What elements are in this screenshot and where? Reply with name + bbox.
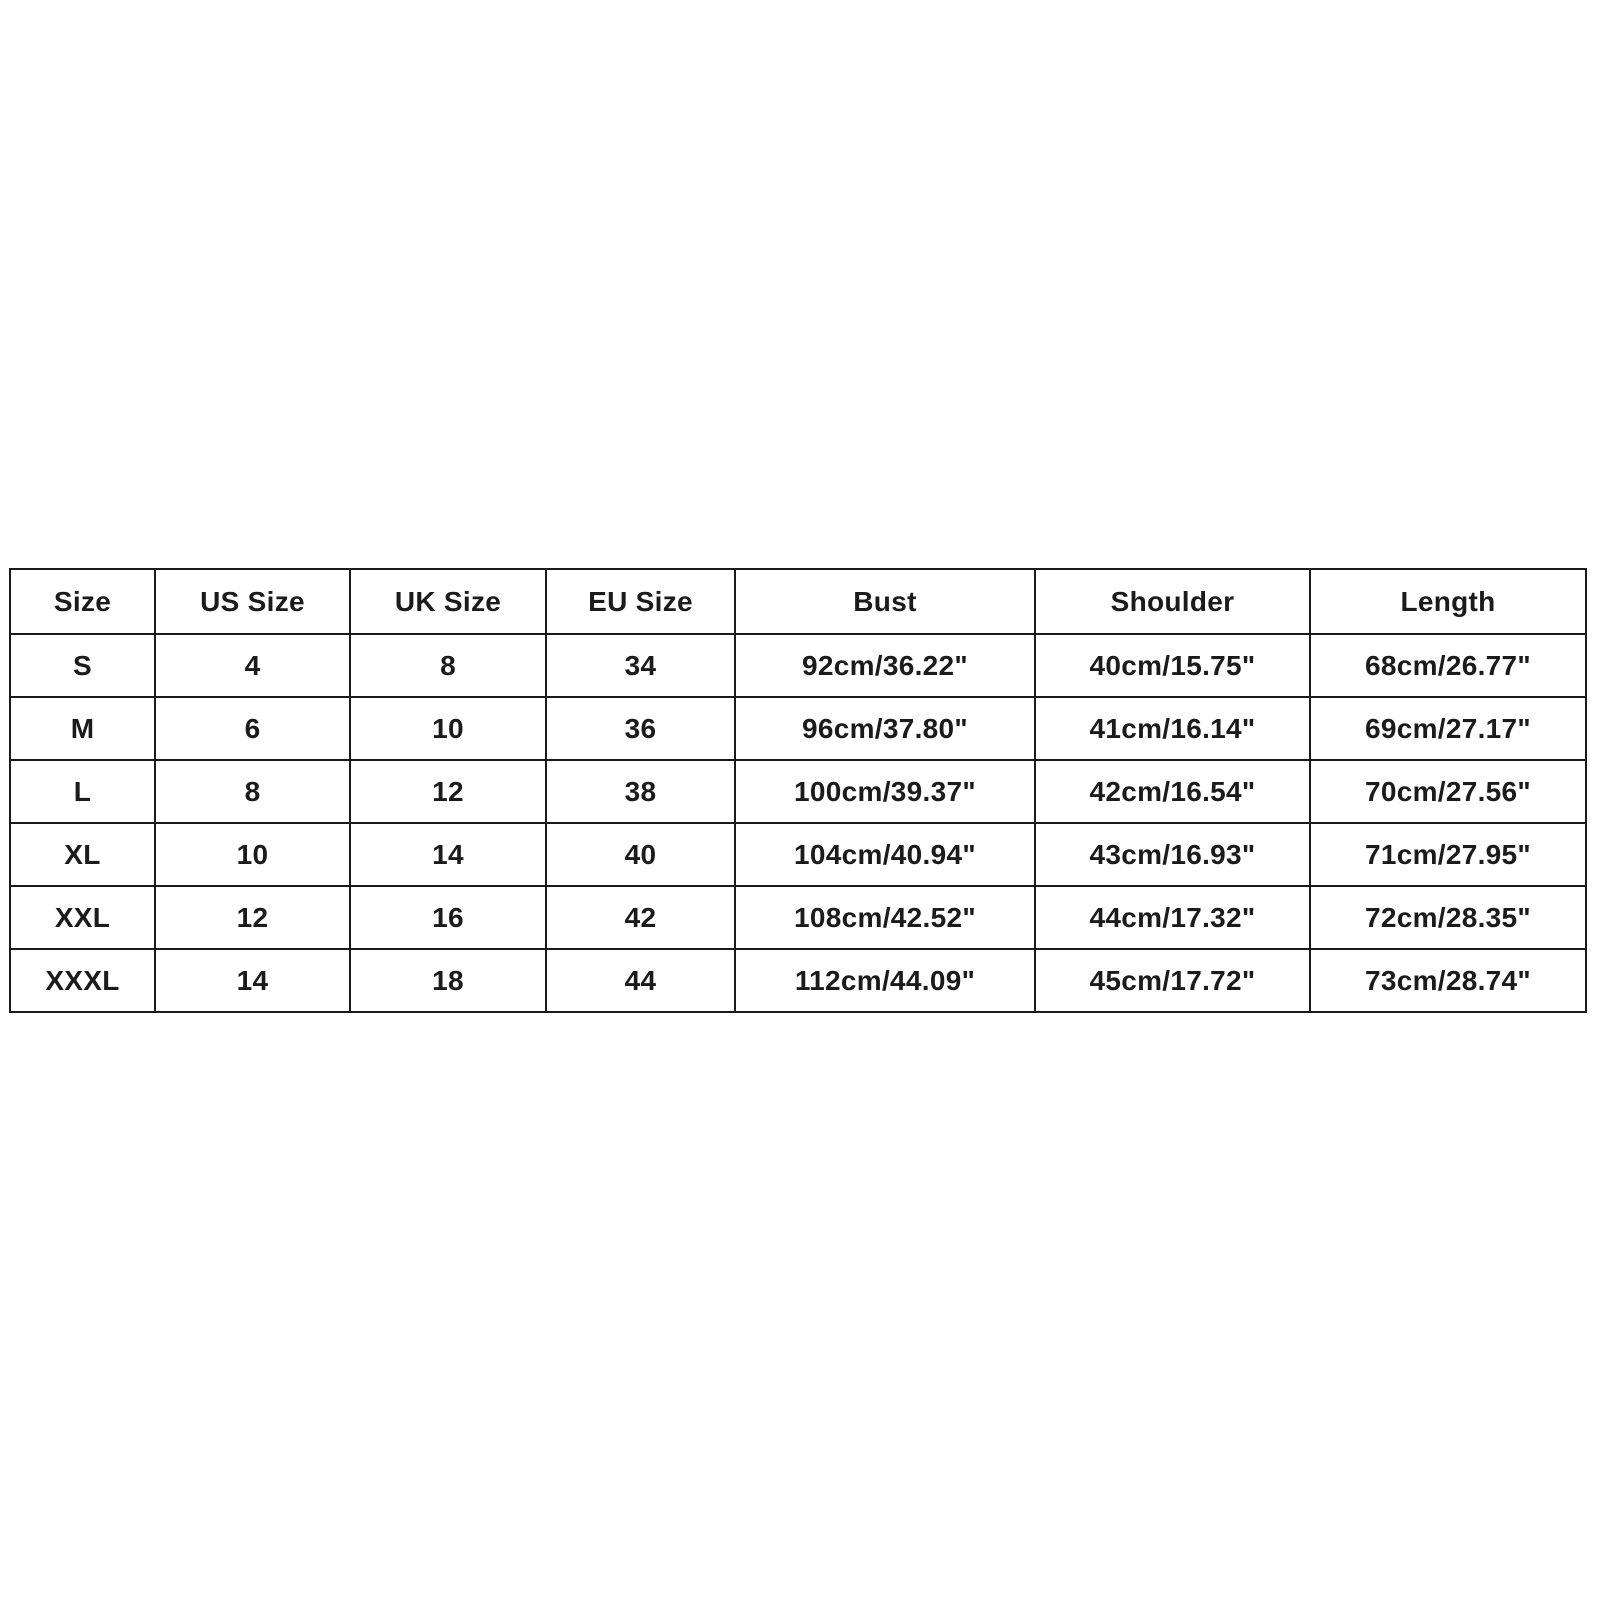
cell-length: 69cm/27.17" bbox=[1310, 697, 1586, 760]
cell-length: 73cm/28.74" bbox=[1310, 949, 1586, 1012]
cell-eu-size: 42 bbox=[546, 886, 735, 949]
cell-bust: 92cm/36.22" bbox=[735, 634, 1035, 697]
cell-us-size: 8 bbox=[155, 760, 350, 823]
cell-size: S bbox=[10, 634, 155, 697]
cell-uk-size: 18 bbox=[350, 949, 546, 1012]
header-bust: Bust bbox=[735, 569, 1035, 634]
cell-bust: 100cm/39.37" bbox=[735, 760, 1035, 823]
header-us-size: US Size bbox=[155, 569, 350, 634]
header-uk-size: UK Size bbox=[350, 569, 546, 634]
header-eu-size: EU Size bbox=[546, 569, 735, 634]
cell-us-size: 6 bbox=[155, 697, 350, 760]
cell-eu-size: 36 bbox=[546, 697, 735, 760]
cell-uk-size: 14 bbox=[350, 823, 546, 886]
header-row bbox=[10, 569, 1586, 634]
cell-bust: 104cm/40.94" bbox=[735, 823, 1035, 886]
cell-shoulder: 41cm/16.14" bbox=[1035, 697, 1310, 760]
cell-length: 70cm/27.56" bbox=[1310, 760, 1586, 823]
header-length: Length bbox=[1310, 569, 1586, 634]
cell-eu-size: 38 bbox=[546, 760, 735, 823]
cell-bust: 112cm/44.09" bbox=[735, 949, 1035, 1012]
cell-length: 72cm/28.35" bbox=[1310, 886, 1586, 949]
cell-bust: 108cm/42.52" bbox=[735, 886, 1035, 949]
table-row bbox=[10, 949, 1586, 1012]
cell-us-size: 14 bbox=[155, 949, 350, 1012]
cell-shoulder: 42cm/16.54" bbox=[1035, 760, 1310, 823]
table-row bbox=[10, 634, 1586, 697]
cell-eu-size: 44 bbox=[546, 949, 735, 1012]
cell-shoulder: 44cm/17.32" bbox=[1035, 886, 1310, 949]
cell-uk-size: 16 bbox=[350, 886, 546, 949]
cell-us-size: 10 bbox=[155, 823, 350, 886]
table-row bbox=[10, 823, 1586, 886]
cell-eu-size: 34 bbox=[546, 634, 735, 697]
cell-size: XXL bbox=[10, 886, 155, 949]
header-shoulder: Shoulder bbox=[1035, 569, 1310, 634]
table-row bbox=[10, 697, 1586, 760]
cell-uk-size: 10 bbox=[350, 697, 546, 760]
cell-shoulder: 43cm/16.93" bbox=[1035, 823, 1310, 886]
cell-size: L bbox=[10, 760, 155, 823]
header-size: Size bbox=[10, 569, 155, 634]
cell-eu-size: 40 bbox=[546, 823, 735, 886]
cell-size: XXXL bbox=[10, 949, 155, 1012]
cell-size: XL bbox=[10, 823, 155, 886]
cell-uk-size: 12 bbox=[350, 760, 546, 823]
table-row bbox=[10, 886, 1586, 949]
cell-size: M bbox=[10, 697, 155, 760]
size-chart-table bbox=[9, 568, 1587, 1013]
cell-length: 68cm/26.77" bbox=[1310, 634, 1586, 697]
cell-shoulder: 40cm/15.75" bbox=[1035, 634, 1310, 697]
cell-length: 71cm/27.95" bbox=[1310, 823, 1586, 886]
cell-us-size: 4 bbox=[155, 634, 350, 697]
cell-uk-size: 8 bbox=[350, 634, 546, 697]
cell-shoulder: 45cm/17.72" bbox=[1035, 949, 1310, 1012]
cell-bust: 96cm/37.80" bbox=[735, 697, 1035, 760]
cell-us-size: 12 bbox=[155, 886, 350, 949]
table-row bbox=[10, 760, 1586, 823]
